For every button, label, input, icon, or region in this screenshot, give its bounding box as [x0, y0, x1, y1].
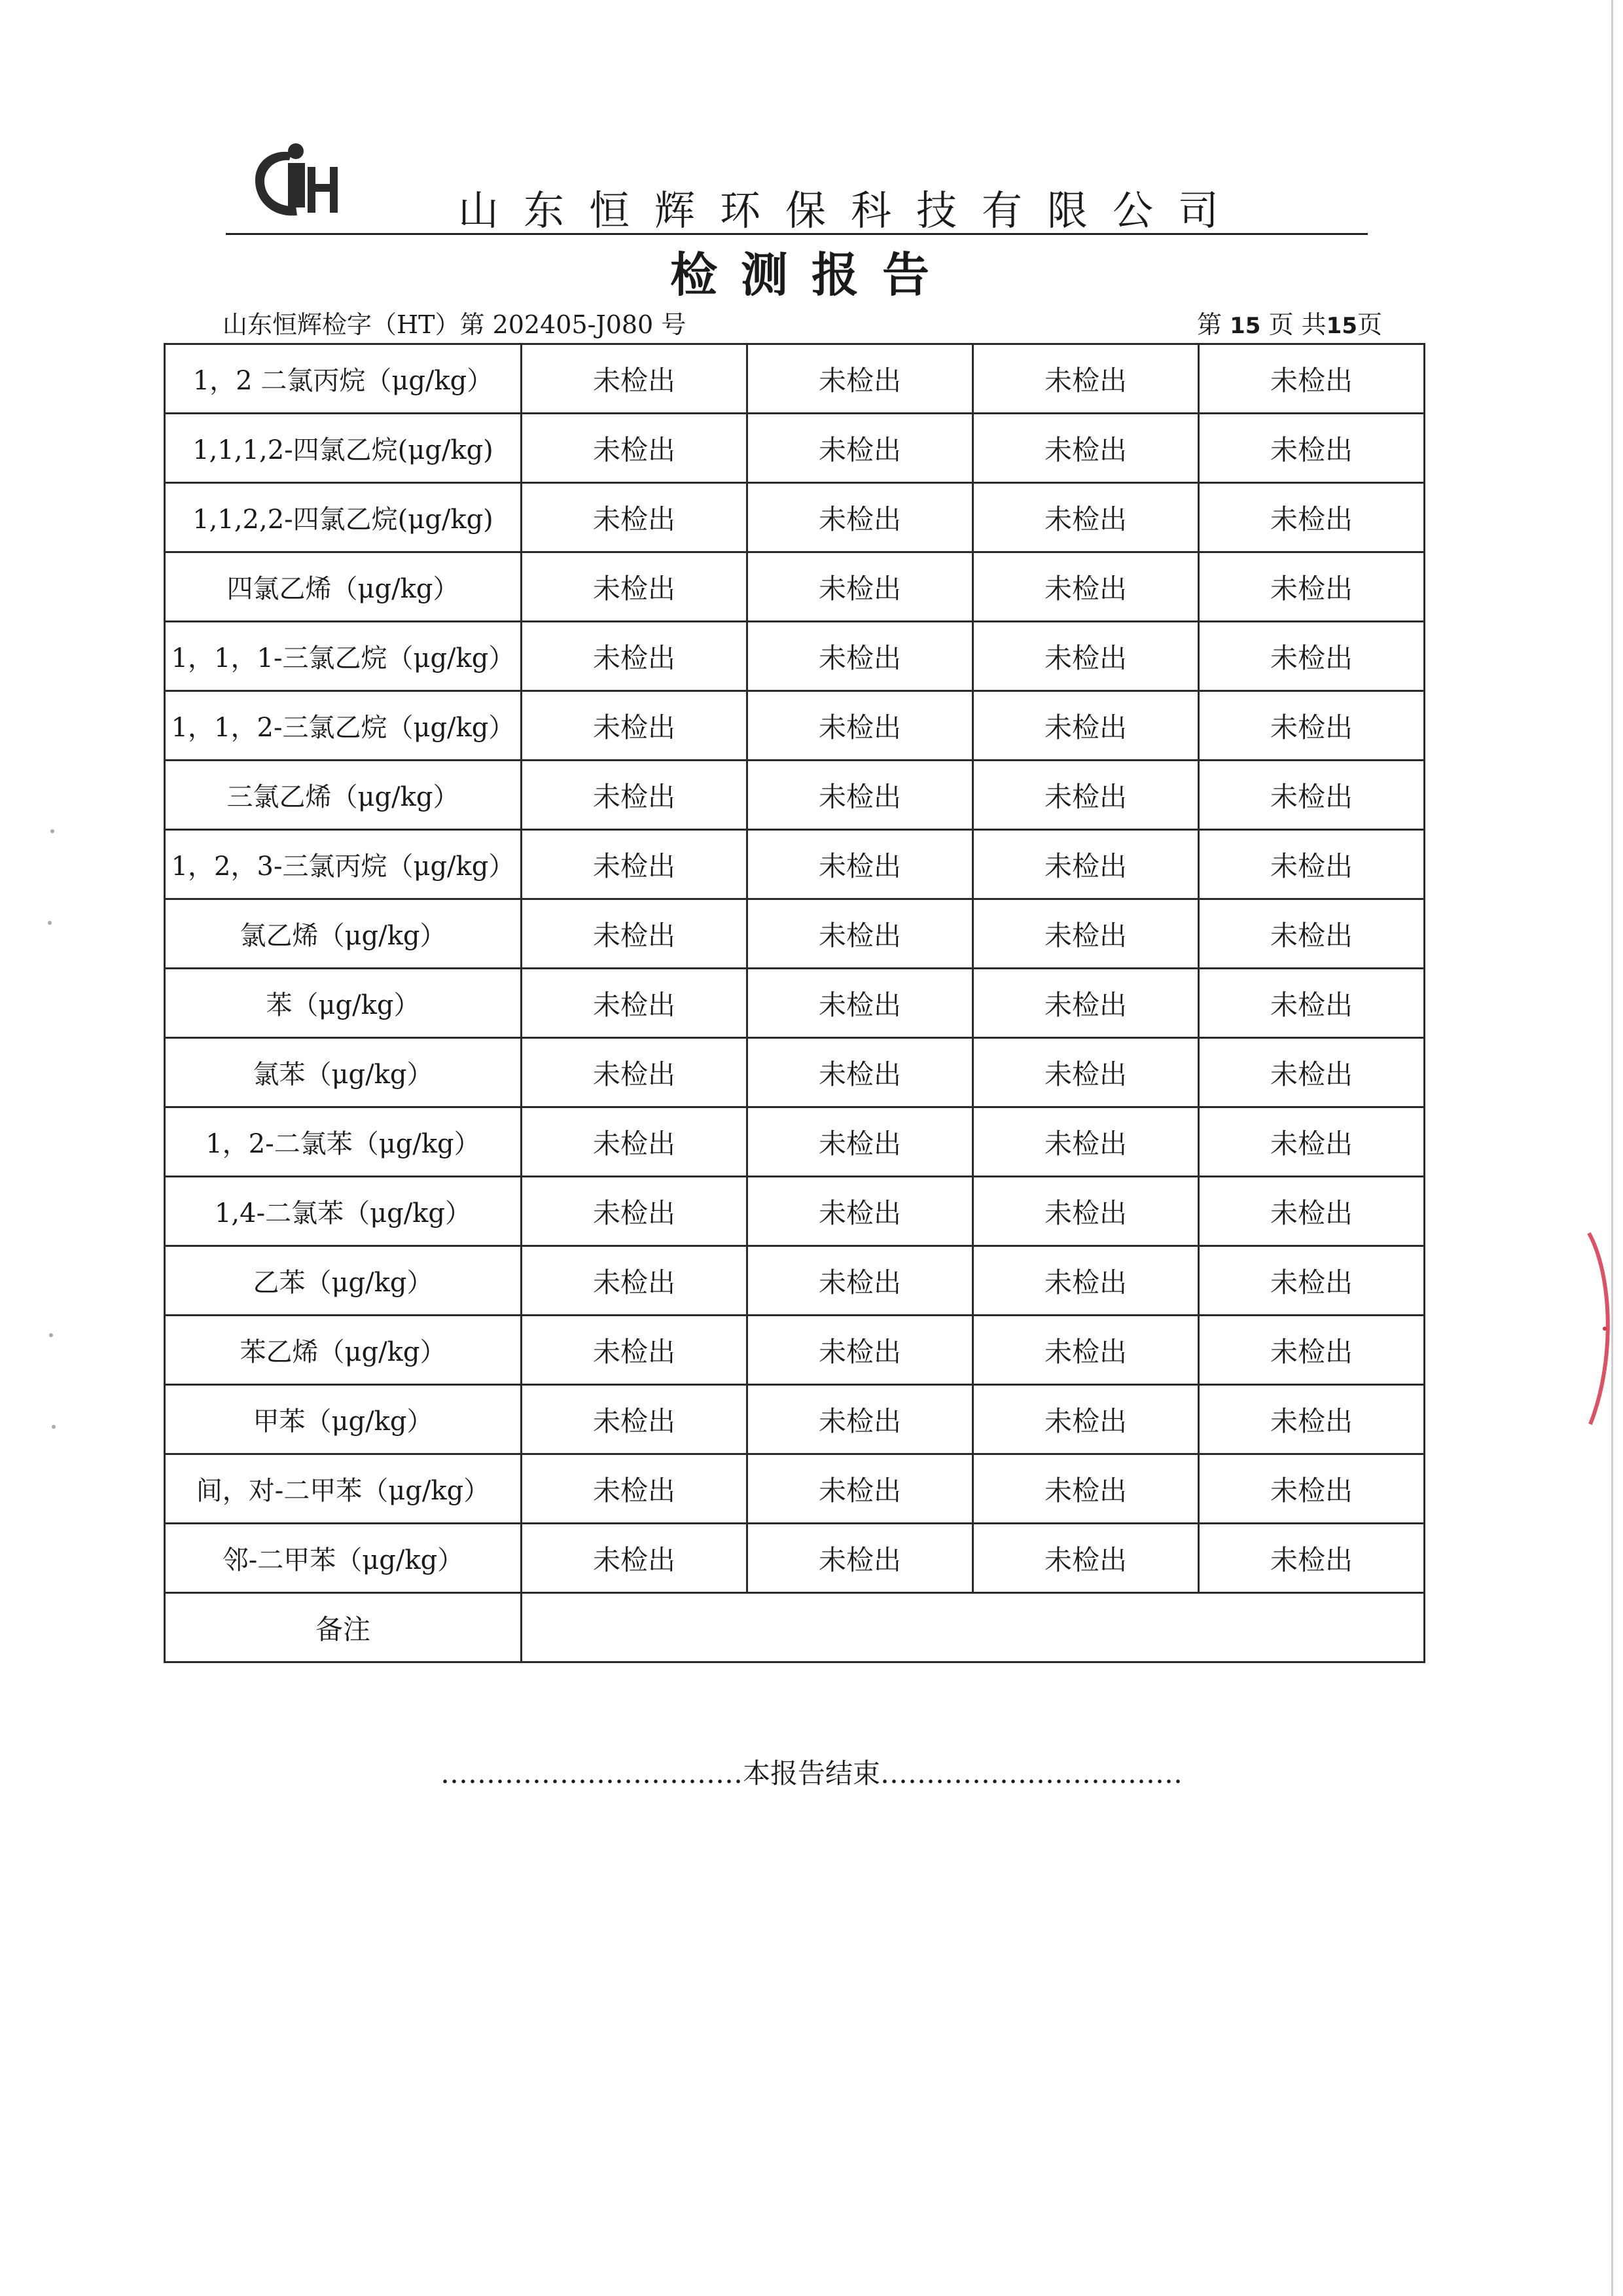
result-cell: 未检出 [747, 622, 973, 691]
document-title: 检测报告 [669, 247, 953, 302]
table-row [165, 1107, 1425, 1177]
result-cell: 未检出 [973, 483, 1199, 552]
result-cell: 未检出 [747, 483, 973, 552]
result-cell: 未检出 [522, 899, 747, 969]
result-cell: 未检出 [973, 552, 1199, 622]
table-row [165, 622, 1425, 691]
table-row [165, 969, 1425, 1038]
result-cell: 未检出 [522, 761, 747, 830]
result-cell: 未检出 [1199, 1524, 1425, 1593]
table-row [165, 899, 1425, 969]
parameter-cell: 苯乙烯（μg/kg） [165, 1316, 522, 1385]
result-cell: 未检出 [973, 691, 1199, 761]
result-cell: 未检出 [1199, 761, 1425, 830]
result-cell: 未检出 [1199, 1454, 1425, 1524]
result-cell: 未检出 [522, 969, 747, 1038]
report-end-line: ……………………………本报告结束…………………………… [440, 1757, 1183, 1789]
scan-edge-line [1611, 0, 1613, 2296]
parameter-cell: 氯乙烯（μg/kg） [165, 899, 522, 969]
parameter-cell: 四氯乙烯（μg/kg） [165, 552, 522, 622]
result-cell: 未检出 [1199, 830, 1425, 899]
result-cell: 未检出 [522, 1246, 747, 1316]
result-cell: 未检出 [1199, 1177, 1425, 1246]
result-cell: 未检出 [522, 1454, 747, 1524]
page-middle: 页 共 [1268, 310, 1327, 339]
result-cell: 未检出 [747, 1177, 973, 1246]
result-cell: 未检出 [747, 691, 973, 761]
table-row [165, 1524, 1425, 1593]
result-cell: 未检出 [973, 622, 1199, 691]
table-row [165, 691, 1425, 761]
parameter-cell: 苯（μg/kg） [165, 969, 522, 1038]
parameter-cell: 1，1，1-三氯乙烷（μg/kg） [165, 622, 522, 691]
result-cell: 未检出 [973, 1454, 1199, 1524]
page-total: 15 [1326, 313, 1357, 339]
result-cell: 未检出 [1199, 691, 1425, 761]
result-cell: 未检出 [522, 483, 747, 552]
parameter-cell: 邻-二甲苯（μg/kg） [165, 1524, 522, 1593]
page-current: 15 [1230, 313, 1261, 339]
table-row [165, 483, 1425, 552]
result-cell: 未检出 [747, 1316, 973, 1385]
parameter-cell: 间，对-二甲苯（μg/kg） [165, 1454, 522, 1524]
table-row [165, 1385, 1425, 1454]
result-cell: 未检出 [747, 552, 973, 622]
table-row [165, 414, 1425, 483]
result-cell: 未检出 [747, 344, 973, 414]
page-suffix: 页 [1357, 310, 1382, 339]
parameter-cell: 氯苯（μg/kg） [165, 1038, 522, 1107]
result-cell: 未检出 [747, 830, 973, 899]
parameter-cell: 1，2 二氯丙烷（μg/kg） [165, 344, 522, 414]
result-cell: 未检出 [1199, 899, 1425, 969]
result-cell: 未检出 [522, 691, 747, 761]
result-cell: 未检出 [1199, 1316, 1425, 1385]
result-cell: 未检出 [522, 1177, 747, 1246]
result-cell: 未检出 [973, 969, 1199, 1038]
result-cell: 未检出 [522, 1316, 747, 1385]
parameter-cell: 1，2-二氯苯（μg/kg） [165, 1107, 522, 1177]
table-row [165, 1246, 1425, 1316]
parameter-cell: 乙苯（μg/kg） [165, 1246, 522, 1316]
table-row [165, 552, 1425, 622]
result-cell: 未检出 [522, 1385, 747, 1454]
parameter-cell: 三氯乙烯（μg/kg） [165, 761, 522, 830]
result-cell: 未检出 [747, 899, 973, 969]
seal-stamp-edge [1571, 1230, 1623, 1427]
table-row [165, 1038, 1425, 1107]
parameter-cell: 甲苯（μg/kg） [165, 1385, 522, 1454]
table-row [165, 761, 1425, 830]
result-cell: 未检出 [747, 969, 973, 1038]
result-cell: 未检出 [747, 1038, 973, 1107]
parameter-cell: 1，2，3-三氯丙烷（μg/kg） [165, 830, 522, 899]
result-cell: 未检出 [747, 1107, 973, 1177]
table-row [165, 1177, 1425, 1246]
page-prefix: 第 [1197, 310, 1222, 339]
table-row [165, 830, 1425, 899]
result-cell: 未检出 [1199, 1038, 1425, 1107]
result-cell: 未检出 [973, 1524, 1199, 1593]
result-cell: 未检出 [747, 1246, 973, 1316]
results-table-body [165, 344, 1425, 1662]
parameter-cell: 1,1,1,2-四氯乙烷(μg/kg) [165, 414, 522, 483]
result-cell: 未检出 [1199, 1246, 1425, 1316]
result-cell: 未检出 [1199, 969, 1425, 1038]
result-cell: 未检出 [1199, 414, 1425, 483]
result-cell: 未检出 [747, 1385, 973, 1454]
parameter-cell: 1,4-二氯苯（μg/kg） [165, 1177, 522, 1246]
result-cell: 未检出 [973, 1038, 1199, 1107]
result-cell: 未检出 [522, 1524, 747, 1593]
result-cell: 未检出 [973, 1385, 1199, 1454]
result-cell: 未检出 [522, 1107, 747, 1177]
header-rule [226, 233, 1368, 235]
company-name: 山东恒辉环保科技有限公司 [457, 187, 1243, 234]
result-cell: 未检出 [747, 414, 973, 483]
results-table [164, 343, 1425, 1663]
result-cell: 未检出 [1199, 622, 1425, 691]
result-cell: 未检出 [522, 622, 747, 691]
result-cell: 未检出 [522, 344, 747, 414]
result-cell: 未检出 [522, 414, 747, 483]
result-cell: 未检出 [522, 552, 747, 622]
result-cell: 未检出 [973, 830, 1199, 899]
result-cell: 未检出 [973, 1246, 1199, 1316]
result-cell: 未检出 [1199, 552, 1425, 622]
result-cell: 未检出 [973, 899, 1199, 969]
result-cell: 未检出 [973, 1177, 1199, 1246]
table-row [165, 1316, 1425, 1385]
remarks-value [522, 1593, 1425, 1662]
remarks-label: 备注 [165, 1593, 522, 1662]
result-cell: 未检出 [1199, 483, 1425, 552]
report-number: 山东恒辉检字（HT）第 202405-J080 号 [223, 310, 687, 339]
result-cell: 未检出 [1199, 1385, 1425, 1454]
result-cell: 未检出 [522, 830, 747, 899]
result-cell: 未检出 [1199, 344, 1425, 414]
table-row [165, 344, 1425, 414]
result-cell: 未检出 [747, 1524, 973, 1593]
result-cell: 未检出 [973, 761, 1199, 830]
result-cell: 未检出 [1199, 1107, 1425, 1177]
parameter-cell: 1,1,2,2-四氯乙烷(μg/kg) [165, 483, 522, 552]
page-number [1197, 306, 1382, 344]
result-cell: 未检出 [522, 1038, 747, 1107]
parameter-cell: 1，1，2-三氯乙烷（μg/kg） [165, 691, 522, 761]
result-cell: 未检出 [973, 1316, 1199, 1385]
result-cell: 未检出 [747, 761, 973, 830]
result-cell: 未检出 [973, 1107, 1199, 1177]
table-row [165, 1454, 1425, 1524]
result-cell: 未检出 [747, 1454, 973, 1524]
result-cell: 未检出 [973, 414, 1199, 483]
result-cell: 未检出 [973, 344, 1199, 414]
remarks-row [165, 1593, 1425, 1662]
